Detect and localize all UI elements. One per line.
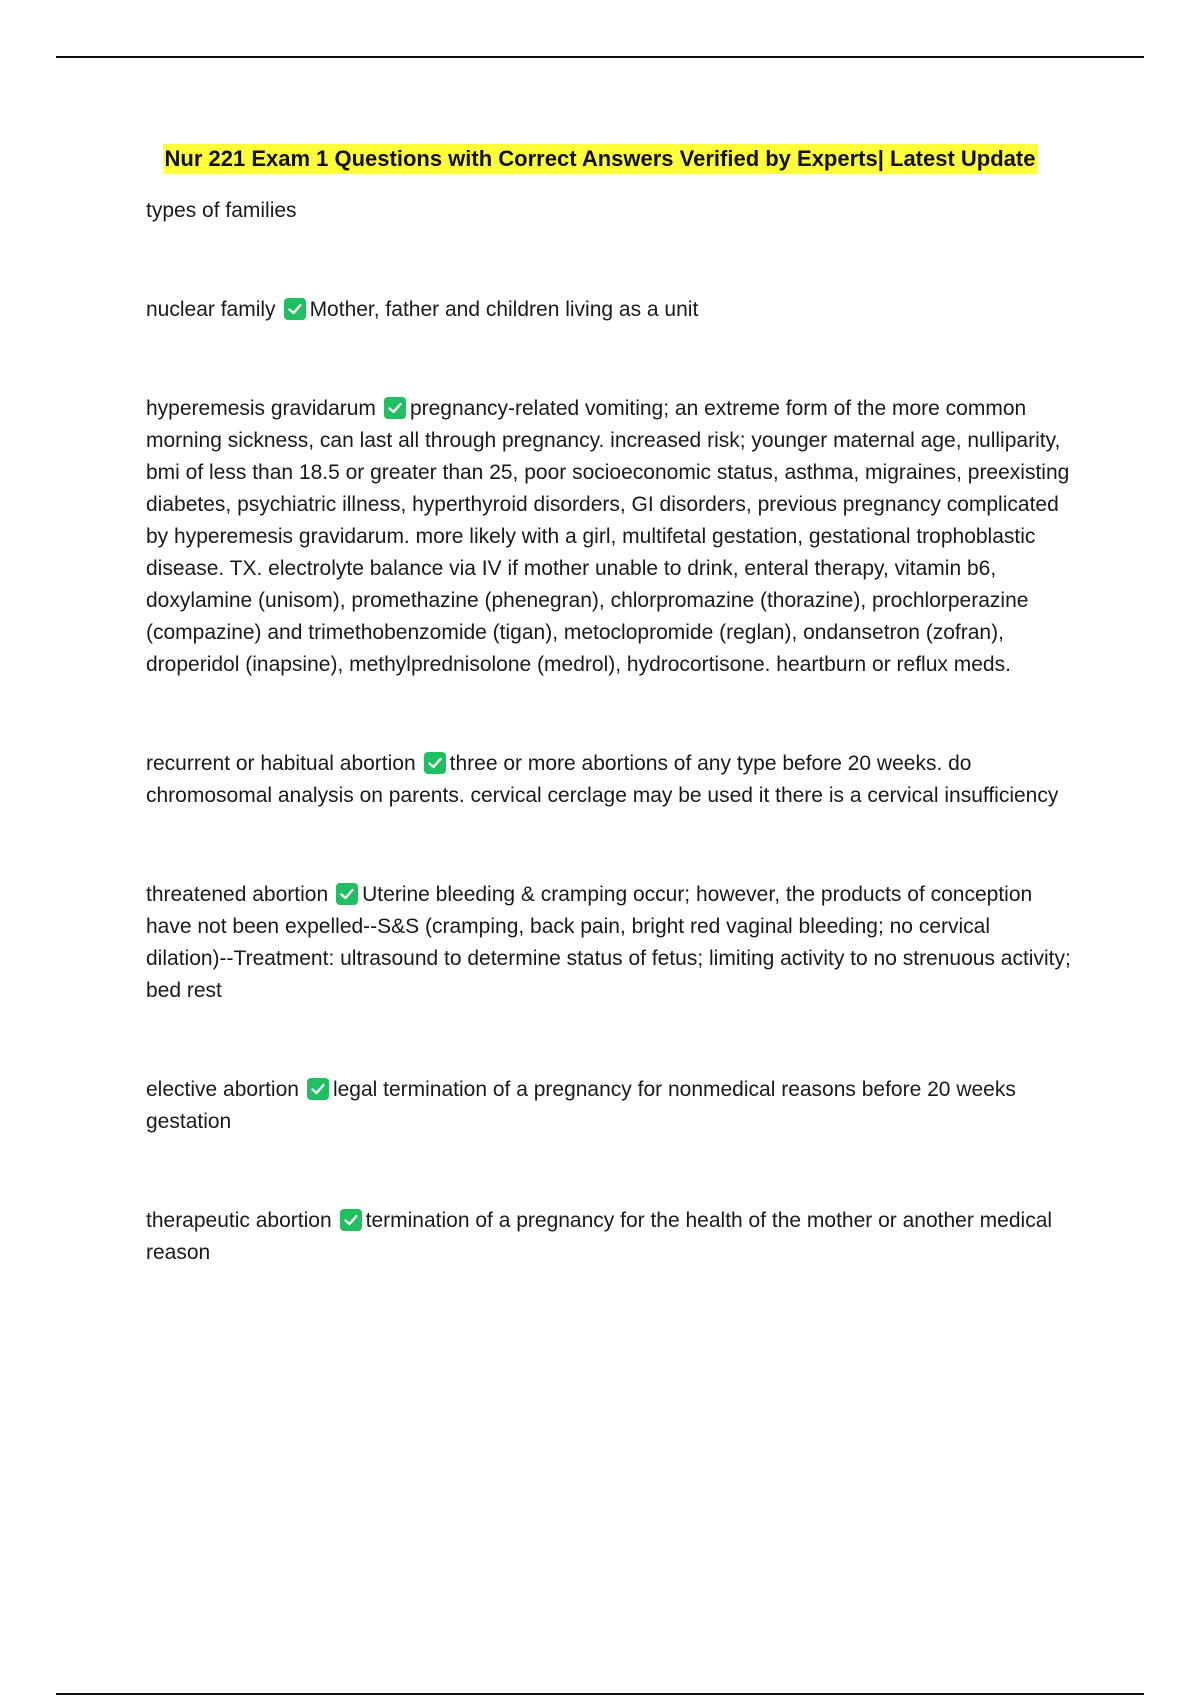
check-mark-icon: [340, 1209, 362, 1231]
term: recurrent or habitual abortion: [146, 752, 416, 775]
answer: legal termination of a pregnancy for nonmedical reasons before 20 weeks gestation: [146, 1078, 1016, 1133]
title-container: [0, 144, 1200, 174]
check-mark-icon: [424, 752, 446, 774]
qa-entry-therapeutic-abortion: [146, 1205, 1076, 1269]
bottom-divider: [56, 1693, 1144, 1695]
qa-entry-nuclear-family: [146, 294, 1076, 326]
term: nuclear family: [146, 298, 276, 321]
answer: three or more abortions of any type before 20 weeks. do chromosomal analysis on parents. cervical cerclage may be used it there is a cervical insufficiency: [146, 752, 1059, 807]
document-body: [146, 195, 1076, 1269]
check-mark-icon: [284, 298, 306, 320]
term: hyperemesis gravidarum: [146, 397, 376, 420]
qa-entry-recurrent-abortion: [146, 748, 1076, 812]
term: threatened abortion: [146, 883, 329, 906]
answer: pregnancy-related vomiting; an extreme form of the more common morning sickness, can last all through pregnancy. increased risk; younger maternal age, nulliparity, bmi of less than 18.5 or greater than 25, poor socioeconomic status, asthma, migraines, preexisting diabetes, psychiatric illness, hyperthyroid disorders, GI disorders, previous pregnancy complicated by hyperemesis gravidarum. more likely with a girl, multifetal gestation, gestational trophoblastic disease. TX. electrolyte balance via IV if mother unable to drink, enteral therapy, vitamin b6, doxylamine (unisom), promethazine (phenegran), chlorpromazine (thorazine), prochlorperazine (compazine) and trimethobenzomide (tigan), metoclopromide (reglan), ondansetron (zofran), droperidol (inapsine), methylprednisolone (medrol), hydrocortisone. heartburn or reflux meds.: [146, 397, 1070, 676]
check-mark-icon: [307, 1078, 329, 1100]
check-mark-icon: [384, 397, 406, 419]
answer: Uterine bleeding & cramping occur; however, the products of conception have not been expelled--S&S (cramping, back pain, bright red vaginal bleeding; no cervical dilation)--Treatment: ultrasound to determine status of fetus; limiting activity to no strenuous activity; bed rest: [146, 883, 1071, 1002]
check-mark-icon: [336, 883, 358, 905]
term: elective abortion: [146, 1078, 299, 1101]
term: therapeutic abortion: [146, 1209, 332, 1232]
qa-entry-threatened-abortion: [146, 879, 1076, 1007]
qa-entry-hyperemesis-gravidarum: [146, 393, 1076, 681]
qa-entry-elective-abortion: [146, 1074, 1076, 1138]
section-heading: types of families: [146, 199, 297, 222]
answer: Mother, father and children living as a unit: [309, 298, 699, 321]
document-title: Nur 221 Exam 1 Questions with Correct Answers Verified by Experts| Latest Update: [163, 144, 1038, 174]
top-divider: [56, 56, 1144, 58]
answer: termination of a pregnancy for the health of the mother or another medical reason: [146, 1209, 1053, 1264]
